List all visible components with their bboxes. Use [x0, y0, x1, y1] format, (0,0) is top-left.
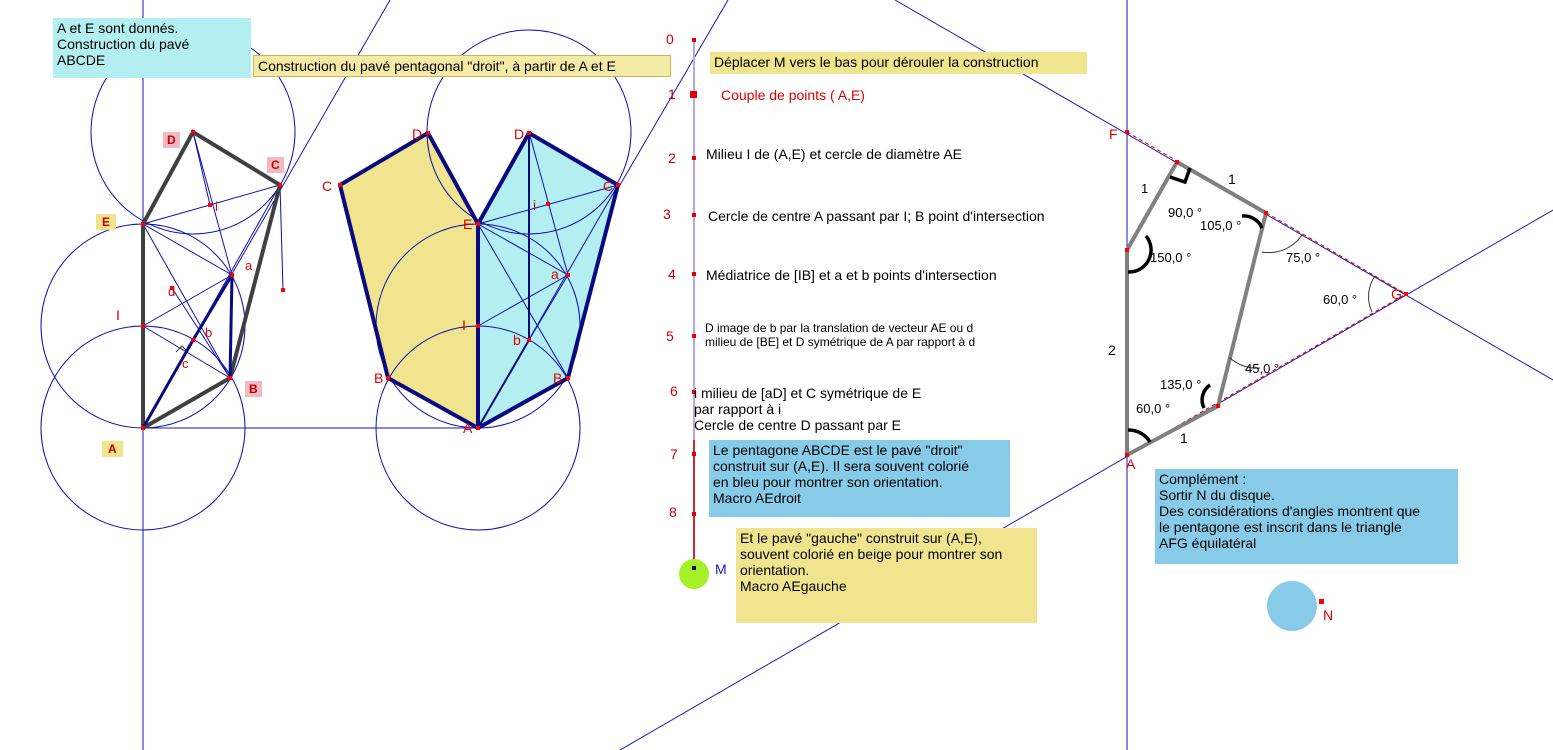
fig2-label-B-right: B: [553, 370, 563, 386]
construction-lines: [143, 0, 1553, 750]
info-line-2: Construction du pavé: [57, 36, 190, 52]
slider-handle-label: M: [715, 561, 727, 577]
info-line-1: A et E sont donnés.: [57, 20, 179, 36]
point-N[interactable]: [1319, 599, 1324, 604]
fig2-label-C-right: C: [603, 178, 614, 194]
fig2-label-i: i: [533, 197, 537, 213]
fig3-label-G: G: [1391, 286, 1402, 302]
fig3-side-left: 1: [1141, 181, 1149, 196]
fig2-label-A: A: [463, 420, 473, 436]
left-pave-fill: [340, 133, 478, 428]
fig1-label-c: c: [182, 356, 189, 371]
info-line-3: ABCDE: [57, 52, 106, 68]
step-4-text: Médiatrice de [IB] et a et b points d'intersection: [706, 267, 997, 283]
fig3-side-2: 2: [1108, 342, 1116, 358]
fig3-label-F: F: [1109, 126, 1118, 142]
tick-1: 1: [668, 86, 676, 102]
tick-3: 3: [663, 206, 671, 222]
fig3-angle-135: 135,0 °: [1160, 377, 1202, 392]
fig2-label-b: b: [513, 332, 521, 348]
fig1-label-a: a: [245, 258, 253, 273]
fig3-angle-75: 75,0 °: [1286, 250, 1321, 265]
fig3-label-N: N: [1323, 607, 1334, 623]
fig3-side-top: 1: [1228, 171, 1236, 187]
tick-0: 0: [666, 31, 674, 47]
fig2-label-D-right: D: [514, 126, 525, 142]
tick-4: 4: [668, 266, 676, 282]
fig1-label-A: A: [102, 441, 123, 457]
instruction-banner: Déplacer M vers le bas pour dérouler la construction: [710, 52, 1087, 74]
slider-handle-M[interactable]: [679, 559, 709, 589]
fig1-label-i: i: [215, 199, 218, 214]
fig3-angle-45: 45,0 °: [1245, 361, 1280, 376]
fig3-angle-60G: 60,0 °: [1323, 292, 1358, 307]
disc-N: [1267, 581, 1317, 631]
fig1-label-D: D: [163, 132, 180, 148]
step-2-text: Milieu I de (A,E) et cercle de diamètre AE: [706, 146, 962, 162]
right-pave-box: Le pentagone ABCDE est le pavé "droit" construit sur (A,E). Il sera souvent colorié en bleu pour montrer son orientation. Macro AEdroit: [709, 440, 1010, 517]
tick-7: 7: [670, 446, 678, 462]
fig2-label-D-left: D: [412, 126, 423, 142]
fig3-angle-90: 90,0 °: [1168, 205, 1203, 220]
fig3-label-A: A: [1126, 456, 1136, 472]
fig1-construction: [143, 132, 283, 428]
left-pave-box: Et le pavé "gauche" construit sur (A,E), souvent colorié en beige pour montrer son orientation. Macro AEgauche: [736, 528, 1037, 623]
step-slider[interactable]: [679, 38, 709, 589]
fig1-label-B: B: [245, 381, 262, 397]
fig1-label-I: I: [116, 307, 120, 323]
fig2-label-a: a: [551, 266, 559, 282]
fig2-label-I: I: [462, 317, 466, 333]
right-pave-fill: [478, 133, 618, 428]
complement-box: Complément : Sortir N du disque. Des considérations d'angles montrent que le pentagone est inscrit dans le triangle AFG équilatéral: [1155, 469, 1458, 564]
step-6-text: i milieu de [aD] et C symétrique de E par rapport à i Cercle de centre D passant par E: [694, 385, 922, 433]
tick-2: 2: [668, 150, 676, 166]
fig3-angle-150: 150,0 °: [1150, 250, 1192, 265]
fig3-angle-105: 105,0 °: [1200, 218, 1242, 233]
fig1-label-b: b: [205, 325, 213, 340]
fig2-label-E: E: [463, 216, 473, 232]
fig3-angle-60A: 60,0 °: [1136, 401, 1171, 416]
construction-title: Construction du pavé pentagonal "droit", à partir de A et E: [253, 55, 671, 77]
fig3-side-bottom: 1: [1180, 430, 1188, 446]
step-5-text: D image de b par la translation de vecteur AE ou d milieu de [BE] et D symétrique de A par rapport à d: [705, 321, 976, 349]
fig1-label-d: d: [168, 284, 176, 299]
fig2-label-C-left: C: [322, 178, 333, 194]
fig1-label-C: C: [267, 157, 284, 173]
fig2-label-B-left: B: [374, 370, 384, 386]
tick-5: 5: [666, 328, 674, 344]
step-1-text: Couple de points ( A,E): [721, 87, 865, 103]
step-3-text: Cercle de centre A passant par I; B point d'intersection: [708, 208, 1045, 224]
info-box-AE: [53, 18, 251, 78]
tick-6: 6: [670, 383, 678, 399]
fig1-label-E: E: [96, 214, 116, 230]
tick-8: 8: [669, 504, 677, 520]
